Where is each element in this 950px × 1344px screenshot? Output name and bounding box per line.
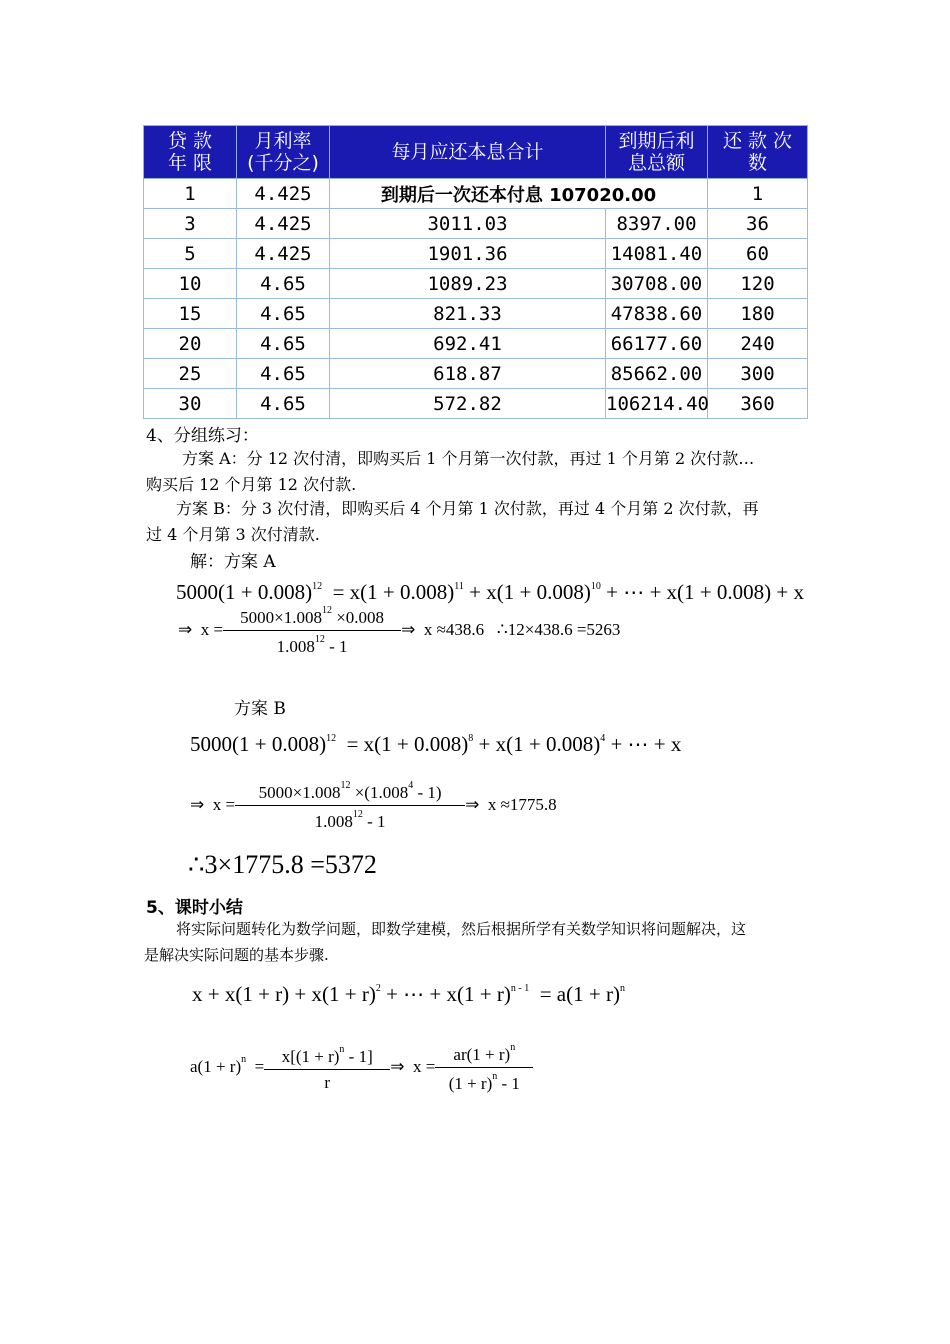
formula-planB-total: ∴3×1775.8 =5372	[188, 850, 377, 879]
summary-line2: 是解决实际问题的基本步骤.	[144, 946, 329, 964]
cell-rate: 4.65	[237, 269, 330, 299]
cell-years: 25	[144, 359, 237, 389]
cell-years: 3	[144, 209, 237, 239]
header-monthly: 每月应还本息合计	[330, 126, 606, 179]
cell-interest: 85662.00	[606, 359, 708, 389]
cell-interest: 106214.40	[606, 389, 708, 419]
cell-count: 120	[708, 269, 808, 299]
planA-line1: 方案 A：分 12 次付清，即购买后 1 个月第一次付款，再过 1 个月第 2 次付款…	[182, 449, 755, 468]
cell-years: 5	[144, 239, 237, 269]
solution-label: 解：方案 A	[190, 552, 276, 572]
summary-line1: 将实际问题转化为数学问题，即数学建模，然后根据所学有关数学知识将问题解决，这	[176, 920, 747, 938]
cell-count: 360	[708, 389, 808, 419]
planA-line2: 购买后 12 个月第 12 次付款.	[146, 475, 357, 494]
planB-line1: 方案 B：分 3 次付清，即购买后 4 个月第 1 次付款，再过 4 个月第 2 次付款，再	[176, 499, 759, 518]
cell-rate: 4.65	[237, 359, 330, 389]
section4-title: 4、分组练习：	[146, 426, 259, 446]
cell-monthly: 821.33	[330, 299, 606, 329]
cell-monthly: 3011.03	[330, 209, 606, 239]
summary-formula-sum: $x + x(1 + r) + x(1 + r)^2$ + ⋯ + $x(1 + r)^{n - 1} = a(1 + r)^n$	[192, 982, 625, 1006]
table-row	[144, 329, 808, 359]
summary-formula-result: $a(1 + r)^n$ = $\frac{x[(1 + r)^n - 1]}{r}$ ⇒ x = $\frac{ar(1 + r)^n}{(1 + r)^n - 1}$	[190, 1042, 533, 1094]
table-row	[144, 389, 808, 419]
cell-interest: 8397.00	[606, 209, 708, 239]
table-row	[144, 209, 808, 239]
cell-monthly: 1089.23	[330, 269, 606, 299]
cell-monthly: 572.82	[330, 389, 606, 419]
cell-rate: 4.425	[237, 239, 330, 269]
formula-planB-solution: ⇒ x = $\frac{5000\times 1.008^{12} \times(1.008^4 - 1)}{1.008^{12} - 1}$ ⇒ x ≈1775.8	[190, 780, 557, 831]
section5-title: 5、课时小结	[146, 898, 243, 918]
cell-interest: 66177.60	[606, 329, 708, 359]
cell-monthly: 692.41	[330, 329, 606, 359]
cell-years: 1	[144, 179, 237, 209]
cell-merged: 到期后一次还本付息 107020.00	[330, 179, 708, 209]
fraction: $\frac{5000\times 1.008^{12} \times(1.008^4 - 1)}{1.008^{12} - 1}$	[235, 780, 465, 832]
cell-count: 36	[708, 209, 808, 239]
formula-planA-equation: $5000(1 + 0.008)^{12} = x(1 + 0.008)^{11} + x(1 + 0.008)^{10}$ + ⋯ + x(1 + 0.008) + x	[176, 580, 804, 604]
formula-planB-equation: $5000(1 + 0.008)^{12} = x(1 + 0.008)^8 + x(1 + 0.008)^4$ + ⋯ + x	[190, 732, 682, 756]
table-row	[144, 299, 808, 329]
cell-count: 60	[708, 239, 808, 269]
cell-interest: 14081.40	[606, 239, 708, 269]
cell-interest: 30708.00	[606, 269, 708, 299]
cell-count: 240	[708, 329, 808, 359]
fraction: $\frac{ar(1 + r)^n}{(1 + r)^n - 1}$	[435, 1042, 533, 1094]
cell-years: 15	[144, 299, 237, 329]
planB-line2: 过 4 个月第 3 次付清款.	[146, 525, 320, 544]
loan-table	[143, 125, 808, 419]
cell-rate: 4.425	[237, 209, 330, 239]
table-row	[144, 239, 808, 269]
cell-monthly: 1901.36	[330, 239, 606, 269]
cell-rate: 4.425	[237, 179, 330, 209]
cell-rate: 4.65	[237, 299, 330, 329]
header-interest: 到期后利 息总额	[606, 126, 708, 179]
cell-monthly: 618.87	[330, 359, 606, 389]
header-count: 还 款 次 数	[708, 126, 808, 179]
table-row	[144, 269, 808, 299]
cell-interest: 47838.60	[606, 299, 708, 329]
planB-label: 方案 B	[234, 699, 286, 719]
formula-planA-solution: ⇒ x = $\frac{5000\times 1.008^{12} \times 0.008}{1.008^{12} - 1}$ ⇒ x ≈438.6 ∴12×438.6 =5263	[178, 605, 621, 656]
table-row	[144, 179, 808, 209]
cell-rate: 4.65	[237, 389, 330, 419]
cell-count: 300	[708, 359, 808, 389]
header-rate: 月利率 (千分之)	[237, 126, 330, 179]
cell-count: 1	[708, 179, 808, 209]
cell-years: 20	[144, 329, 237, 359]
cell-years: 10	[144, 269, 237, 299]
fraction: $\frac{5000\times 1.008^{12} \times 0.008}{1.008^{12} - 1}$	[223, 605, 401, 657]
cell-rate: 4.65	[237, 329, 330, 359]
header-years: 贷 款 年 限	[144, 126, 237, 179]
cell-count: 180	[708, 299, 808, 329]
table-header-row	[144, 126, 808, 179]
fraction: $\frac{x[(1 + r)^n - 1]}{r}$	[264, 1044, 390, 1093]
table-row	[144, 359, 808, 389]
cell-years: 30	[144, 389, 237, 419]
